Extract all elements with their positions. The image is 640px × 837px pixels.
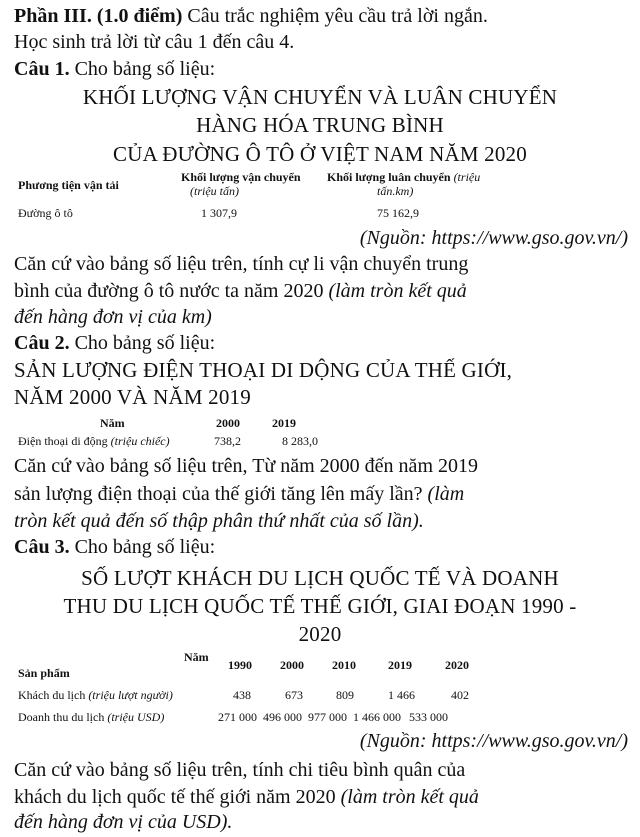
q3-row1-label: Khách du lịch	[18, 688, 89, 702]
q1-col1-unit: (triệu tấn)	[190, 184, 239, 198]
q2-prompt-line-2	[14, 482, 630, 506]
q3-source: (Nguồn: https://www.gso.gov.vn/)	[359, 730, 628, 752]
part-line-2: Học sinh trả lời từ câu 1 đến câu 4.	[14, 31, 295, 53]
q3-row2-value-2000: 496 000	[263, 710, 302, 724]
q2-year-header: Năm	[100, 416, 125, 430]
q2-row-unit: (triệu chiếc)	[110, 434, 170, 448]
q1-prompt-line-2a: bình của đường ô tô nước ta năm 2020	[14, 280, 329, 302]
q3-row1-value-2000: 673	[285, 688, 303, 702]
q3-row2-label: Doanh thu du lịch	[18, 710, 108, 724]
q3-year-1990: 1990	[228, 658, 252, 672]
q3-product-header: Sản phẩm	[18, 666, 70, 680]
q1-heading	[14, 57, 630, 81]
q3-title-line-3: 2020	[298, 622, 342, 646]
q3-prompt-line-2a: khách du lịch quốc tế thế giới năm 2020	[14, 786, 341, 808]
q2-value-2: 8 283,0	[282, 434, 318, 448]
q1-col2-header-line	[327, 170, 480, 184]
q3-year-2010: 2010	[332, 658, 356, 672]
q3-prompt-line-2	[14, 785, 630, 809]
q3-row1-label-line	[18, 688, 173, 702]
q3-year-header: Năm	[184, 650, 209, 664]
q1-value-2: 75 162,9	[377, 206, 419, 220]
q1-prompt-line-2	[14, 279, 630, 303]
q2-title-line-2: NĂM 2000 VÀ NĂM 2019	[14, 385, 251, 409]
q1-col2-unit-b: tấn.km)	[377, 184, 414, 198]
q3-row2-value-2010: 977 000	[308, 710, 347, 724]
q2-year-2: 2019	[272, 416, 296, 430]
q3-year-2020: 2020	[445, 658, 469, 672]
q2-prompt-line-2a: sản lượng điện thoại của thế giới tăng lên mấy lần?	[14, 483, 428, 505]
q3-row1-value-2010: 809	[336, 688, 354, 702]
q3-title-line-1: SỐ LƯỢT KHÁCH DU LỊCH QUỐC TẾ VÀ DOANH	[81, 566, 559, 590]
q1-row-label: Đường ô tô	[18, 206, 73, 220]
q3-label: Câu 3.	[14, 536, 70, 558]
q1-intro: Cho bảng số liệu:	[69, 58, 216, 80]
q3-prompt-line-1: Căn cứ vào bảng số liệu trên, tính chi tiêu bình quân của	[14, 759, 466, 781]
part-intro: Câu trắc nghiệm yêu cầu trả lời ngắn.	[182, 5, 488, 27]
q3-row2-value-1990: 271 000	[218, 710, 257, 724]
q2-row-label-line	[18, 434, 170, 448]
q1-title-line-1: KHỐI LƯỢNG VẬN CHUYỂN VÀ LUÂN CHUYỂN	[82, 85, 558, 109]
q2-label: Câu 2.	[14, 332, 70, 354]
q1-col2-header: Khối lượng luân chuyển	[327, 170, 451, 184]
q1-prompt-line-1: Căn cứ vào bảng số liệu trên, tính cự li vận chuyển trung	[14, 253, 469, 275]
q3-prompt-line-2b: (làm tròn kết quả	[340, 786, 479, 808]
q1-title-line-2: HÀNG HÓA TRUNG BÌNH	[196, 113, 444, 137]
q1-title-line-3: CỦA ĐƯỜNG Ô TÔ Ở VIỆT NAM NĂM 2020	[113, 142, 527, 166]
q3-row1-value-2020: 402	[451, 688, 469, 702]
q3-row1-value-2019: 1 466	[388, 688, 415, 702]
q1-value-1: 1 307,9	[201, 206, 237, 220]
q1-prompt-line-3: đến hàng đơn vị của km)	[14, 306, 212, 328]
q2-title-line-1: SẢN LƯỢNG ĐIỆN THOẠI DI DỘNG CỦA THẾ GIỚI,	[14, 358, 513, 382]
q3-row1-unit: (triệu lượt người)	[88, 688, 173, 702]
q2-heading	[14, 331, 630, 355]
q3-heading	[14, 535, 630, 559]
q2-intro: Cho bảng số liệu:	[69, 332, 216, 354]
q3-prompt-line-3: đến hàng đơn vị của USD).	[14, 811, 233, 833]
q1-col1-header: Khối lượng vận chuyển	[181, 170, 301, 184]
q1-source: (Nguồn: https://www.gso.gov.vn/)	[359, 227, 628, 249]
q1-label: Câu 1.	[14, 58, 70, 80]
q3-year-2000: 2000	[280, 658, 304, 672]
q2-prompt-line-1: Căn cứ vào bảng số liệu trên, Từ năm 2000 đến năm 2019	[14, 455, 478, 477]
q3-row2-value-2020: 533 000	[409, 710, 448, 724]
q3-year-2019: 2019	[388, 658, 412, 672]
q2-year-1: 2000	[216, 416, 240, 430]
q2-row-label: Điện thoại di động	[18, 434, 111, 448]
q2-value-1: 738,2	[214, 434, 241, 448]
q3-row2-unit: (triệu USD)	[107, 710, 165, 724]
q3-title-line-2: THU DU LỊCH QUỐC TẾ THẾ GIỚI, GIAI ĐOẠN 1990 -	[63, 594, 577, 618]
q1-col0-header: Phương tiện vận tải	[18, 178, 119, 192]
part-heading: Phần III. (1.0 điểm)	[14, 5, 183, 27]
q3-row2-value-2019: 1 466 000	[353, 710, 401, 724]
q2-prompt-line-2b: (làm	[427, 483, 465, 505]
q3-intro: Cho bảng số liệu:	[69, 536, 216, 558]
q3-row1-value-1990: 438	[233, 688, 251, 702]
q2-prompt-line-3: tròn kết quả đến số thập phân thứ nhất của số lần).	[14, 510, 424, 532]
part-heading-line	[14, 4, 630, 28]
q1-prompt-line-2b: (làm tròn kết quả	[328, 280, 467, 302]
q3-row2-label-line	[18, 710, 164, 724]
q1-col2-unit-a: (triệu	[453, 170, 481, 184]
